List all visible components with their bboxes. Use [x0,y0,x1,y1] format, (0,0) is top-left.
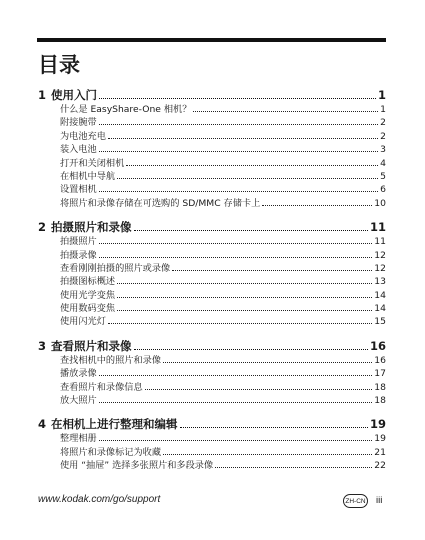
entry-title: 在相机中导航 [60,170,116,182]
dot-leader [117,297,372,298]
toc-entry[interactable] [38,116,386,129]
support-url-link[interactable]: www.kodak.com/go/support [38,494,161,505]
dot-leader [99,124,378,125]
entry-page-number: 2 [380,117,386,129]
entry-title: 查看刚刚拍摄的照片或录像 [60,262,171,274]
entry-title: 整理相册 [60,433,97,445]
dot-leader [99,98,376,99]
chapter-heading[interactable] [38,338,386,354]
entry-page-number: 19 [374,433,386,445]
dot-leader [108,323,372,324]
chapter-title: 查看照片和录像 [51,338,132,353]
entry-title: 装入电池 [60,144,97,156]
toc-entry[interactable] [38,354,386,367]
entry-title: 查看照片和录像信息 [60,381,143,393]
toc-entry[interactable] [38,183,386,196]
dot-leader [180,427,368,428]
entry-title: 使用 “抽屉” 选择多张照片和多段录像 [60,460,214,472]
dot-leader [145,389,373,390]
entry-page-number: 13 [374,276,386,288]
entry-title: 使用闪光灯 [60,316,106,328]
chapter-4 [38,416,386,472]
entry-title: 为电池充电 [60,130,106,142]
toc-entry[interactable] [38,170,386,183]
dot-leader [117,178,378,179]
dot-leader [99,402,373,403]
toc-entry[interactable] [38,394,386,407]
entry-title: 将照片和录像存储在可选购的 SD/MMC 存储卡上 [60,197,261,209]
chapter-number: 1 [38,88,47,102]
entry-page-number: 6 [380,184,386,196]
entry-title: 拍摄照片 [60,236,97,248]
dot-leader [117,310,372,311]
chapter-heading[interactable] [38,219,386,235]
dot-leader [99,151,378,152]
chapter-title: 在相机上进行整理和编辑 [51,417,178,432]
toc-entry[interactable] [38,302,386,315]
toc-entry[interactable] [38,157,386,170]
dot-leader [99,440,373,441]
toc-entry[interactable] [38,367,386,380]
page-title: 目录 [38,53,80,77]
entry-title: 打开和关闭相机 [60,157,125,169]
entry-page-number: 21 [374,446,386,458]
toc-entry[interactable] [38,459,386,472]
toc-entry[interactable] [38,275,386,288]
chapter-title: 使用入门 [51,88,97,102]
chapter-1 [38,87,386,210]
entry-page-number: 14 [374,303,386,315]
entry-title: 拍摄录像 [60,249,97,261]
chapter-heading[interactable] [38,416,386,432]
toc-entry[interactable] [38,381,386,394]
toc-entry[interactable] [38,235,386,248]
dot-leader [134,349,368,350]
entry-page-number: 18 [374,395,386,407]
language-badge: ZH-CN [343,494,368,508]
dot-leader [193,111,378,112]
entry-page-number: 10 [374,197,386,209]
dot-leader [163,362,372,363]
entry-title: 什么是 EasyShare-One 相机？ [60,104,192,115]
chapter-number: 3 [38,338,47,353]
entry-page-number: 14 [374,289,386,301]
entry-title: 使用数码变焦 [60,303,116,315]
entry-page-number: 3 [380,144,386,156]
toc-entry[interactable] [38,446,386,459]
chapter-3 [38,338,386,408]
entry-title: 拍摄图标概述 [60,276,116,288]
dot-leader [99,191,378,192]
toc-entry[interactable] [38,289,386,302]
dot-leader [172,270,372,271]
entry-page-number: 18 [374,381,386,393]
chapter-page-number: 19 [369,417,386,432]
top-rule [37,38,386,42]
entry-page-number: 12 [374,249,386,261]
page-number: iii [376,495,383,506]
entry-page-number: 4 [380,157,386,169]
entry-page-number: 12 [374,262,386,274]
entry-page-number: 22 [374,460,386,472]
dot-leader [108,138,378,139]
chapter-heading[interactable] [38,87,386,103]
chapter-2 [38,219,386,329]
entry-page-number: 1 [380,104,386,115]
table-of-contents [38,87,386,473]
entry-title: 播放录像 [60,368,97,380]
entry-page-number: 5 [380,170,386,182]
toc-entry[interactable] [38,197,386,210]
chapter-page-number: 16 [369,338,386,353]
entry-page-number: 16 [374,354,386,366]
chapter-page-number: 1 [377,88,386,102]
dot-leader [262,205,372,206]
toc-entry[interactable] [38,249,386,262]
dot-leader [99,243,373,244]
chapter-page-number: 11 [369,220,386,235]
dot-leader [126,165,378,166]
dot-leader [117,283,372,284]
chapter-number: 4 [38,417,47,432]
entry-page-number: 15 [374,316,386,328]
toc-entry[interactable] [38,432,386,445]
entry-title: 将照片和录像标记为收藏 [60,446,162,458]
dot-leader [134,230,368,231]
chapter-number: 2 [38,220,47,235]
chapter-title: 拍摄照片和录像 [51,220,132,235]
entry-title: 附接腕带 [60,117,97,129]
entry-page-number: 11 [374,236,386,248]
toc-entry[interactable] [38,130,386,143]
entry-title: 设置相机 [60,184,97,196]
dot-leader [99,375,373,376]
entry-title: 放大照片 [60,395,97,407]
entry-page-number: 2 [380,130,386,142]
toc-entry[interactable] [38,103,386,116]
toc-entry[interactable] [38,262,386,275]
toc-entry[interactable] [38,143,386,156]
entry-title: 查找相机中的照片和录像 [60,354,162,366]
dot-leader [215,467,372,468]
toc-entry[interactable] [38,315,386,328]
entry-title: 使用光学变焦 [60,289,116,301]
dot-leader [99,257,373,258]
dot-leader [163,454,372,455]
entry-page-number: 17 [374,368,386,380]
